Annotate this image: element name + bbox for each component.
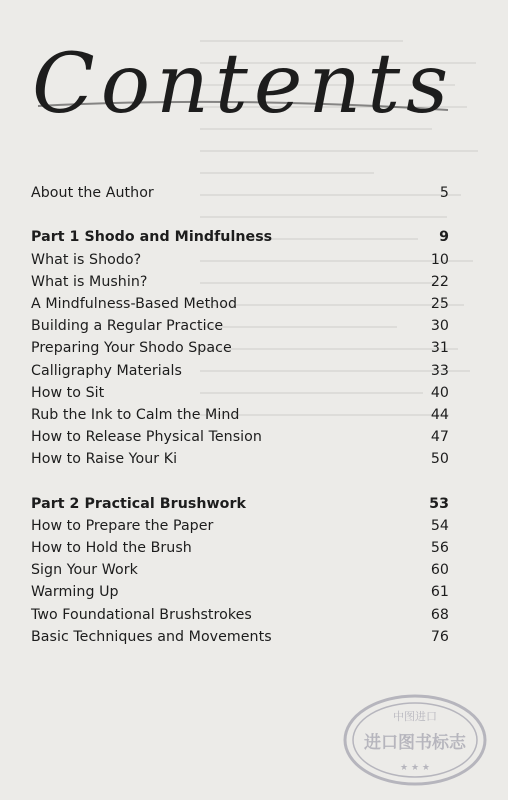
toc-page-number: 47: [430, 429, 449, 446]
toc-entry: [31, 604, 451, 626]
toc-page-number: 25: [430, 295, 449, 312]
toc-page-number: 50: [430, 451, 449, 468]
toc-page-number: 56: [430, 540, 449, 556]
toc-entry: [31, 404, 451, 426]
toc-entry: [31, 626, 451, 648]
toc-page-number: 9: [439, 229, 449, 246]
toc-entry: [31, 293, 451, 315]
toc-page-number: 31: [430, 340, 449, 357]
toc-entry: [31, 249, 451, 271]
toc-part-heading: [31, 226, 451, 248]
import-stamp: [340, 690, 490, 790]
toc-title: How to Prepare the Paper: [31, 517, 214, 534]
toc-title: How to Release Physical Tension: [31, 429, 262, 446]
toc-entry: [31, 448, 451, 470]
toc-title: Sign Your Work: [31, 562, 138, 579]
toc-entry: [31, 515, 451, 537]
toc-entry: [31, 315, 451, 337]
toc-title: Preparing Your Shodo Space: [31, 340, 232, 357]
toc-title: Part 1 Shodo and Mindfulness: [31, 229, 273, 246]
toc-page-number: 68: [430, 606, 449, 623]
toc-page-number: 30: [430, 318, 449, 335]
toc-entry: [31, 581, 451, 603]
toc-title: How to Hold the Brush: [31, 540, 192, 556]
toc-title: What is Mushin?: [31, 273, 148, 290]
toc-page-number: 54: [430, 517, 449, 534]
toc-page-number: 53: [429, 495, 449, 512]
toc-title: Basic Techniques and Movements: [31, 628, 272, 645]
toc-page-number: 60: [430, 562, 449, 579]
toc-title: How to Sit: [31, 384, 105, 401]
toc-title: What is Shodo?: [31, 251, 142, 268]
toc-page-number: 76: [430, 628, 449, 645]
toc-page-number: 33: [430, 362, 449, 379]
page-title: [28, 24, 468, 134]
toc-title: Part 2 Practical Brushwork: [31, 495, 246, 512]
toc-page-number: 5: [439, 185, 449, 201]
toc-entry: [31, 271, 451, 293]
toc-page-number: 40: [430, 384, 449, 401]
toc-title: Warming Up: [31, 584, 119, 601]
toc-entry: [31, 382, 451, 404]
stamp-main-text: 进口图书标志: [364, 733, 466, 753]
toc-page-number: 10: [430, 251, 449, 268]
toc-entry: [31, 182, 451, 204]
toc-page-number: 22: [430, 273, 449, 290]
svg-text:★ ★ ★: ★ ★ ★: [400, 763, 430, 773]
toc-page-number: 44: [430, 406, 449, 423]
toc-entry: [31, 360, 451, 382]
toc-title: Calligraphy Materials: [31, 362, 182, 379]
stamp-top-text: 中图进口: [393, 710, 437, 723]
contents-heading: Contents: [32, 37, 455, 132]
toc-entry: [31, 559, 451, 581]
toc-page-number: 61: [430, 584, 449, 601]
toc-title: A Mindfulness-Based Method: [31, 295, 238, 312]
toc-title: How to Raise Your Ki: [31, 451, 178, 468]
toc-title: About the Author: [31, 185, 154, 201]
toc-entry: [31, 537, 451, 559]
toc-title: Rub the Ink to Calm the Mind: [31, 406, 240, 423]
toc-title: Two Foundational Brushstrokes: [31, 606, 252, 623]
toc-part-heading: [31, 493, 451, 515]
table-of-contents: [31, 182, 451, 648]
toc-entry: [31, 337, 451, 359]
toc-title: Building a Regular Practice: [31, 318, 224, 335]
toc-entry: [31, 426, 451, 448]
